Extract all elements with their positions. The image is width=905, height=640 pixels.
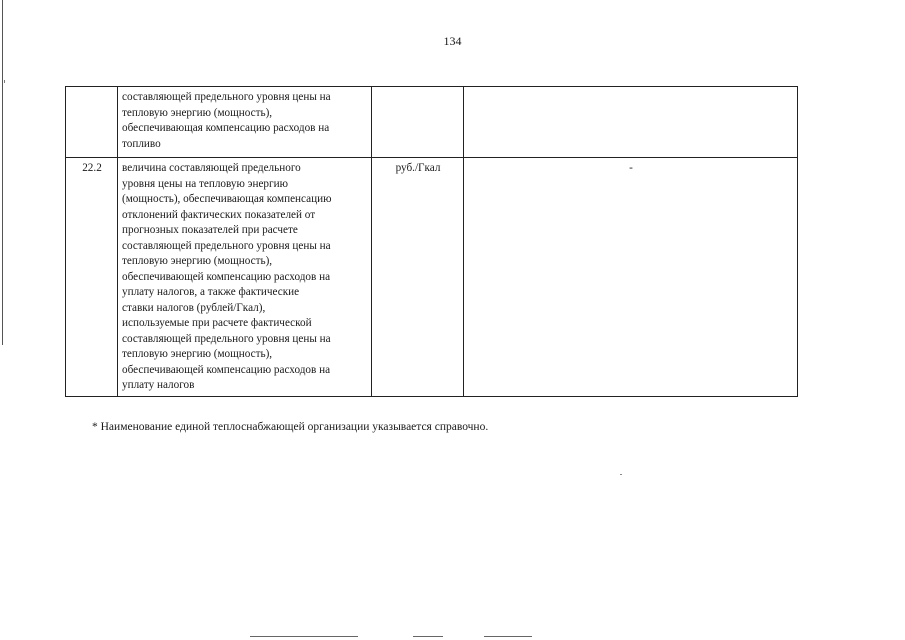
description-line: отклонений фактических показателей от	[122, 208, 316, 221]
table-row	[66, 87, 798, 158]
description-line: величина составляющей предельного	[122, 162, 301, 174]
page-number: 134	[443, 34, 462, 48]
description-line: прогнозных показателей при расчете	[122, 224, 298, 236]
description-line: тепловую энергию (мощность),	[122, 255, 273, 267]
description-line: ставки налогов (рублей/Гкал),	[122, 301, 266, 314]
description-line: тепловую энергию (мощность),	[122, 106, 273, 119]
description-line: обеспечивающая компенсацию расходов на	[122, 122, 330, 134]
value-cell: -	[464, 158, 798, 397]
scan-mark	[484, 636, 532, 637]
scan-mark	[250, 636, 358, 637]
unit-cell	[372, 87, 464, 158]
scan-left-border	[2, 0, 3, 345]
description-line: используемые при расчете фактической	[122, 317, 312, 329]
description-cell	[118, 158, 372, 397]
description-line: составляющей предельного уровня цены на	[122, 332, 331, 345]
scan-mark	[620, 474, 622, 475]
description-line: обеспечивающей компенсацию расходов на	[122, 363, 331, 376]
unit-cell: руб./Гкал	[372, 158, 464, 397]
row-number-cell: 22.2	[66, 158, 118, 397]
description-line: тепловую энергию (мощность),	[122, 348, 273, 360]
scan-mark	[413, 636, 443, 637]
description-cell	[118, 87, 372, 158]
data-table	[65, 86, 798, 397]
row-number-cell	[66, 87, 118, 158]
description-line: уровня цены на тепловую энергию	[122, 177, 288, 190]
description-line: обеспечивающей компенсацию расходов на	[122, 270, 331, 283]
value-cell	[464, 87, 798, 158]
description-line: (мощность), обеспечивающая компенсацию	[122, 193, 332, 205]
description-line: составляющей предельного уровня цены на	[122, 239, 331, 252]
description-line: составляющей предельного уровня цены на	[122, 91, 331, 103]
scan-mark	[4, 80, 5, 83]
description-line: уплату налогов, а также фактические	[122, 286, 300, 298]
description-line: уплату налогов	[122, 379, 195, 391]
footnote: * Наименование единой теплоснабжающей организации указывается справочно.	[92, 421, 489, 433]
table-row	[66, 158, 798, 397]
description-line: топливо	[122, 137, 161, 150]
